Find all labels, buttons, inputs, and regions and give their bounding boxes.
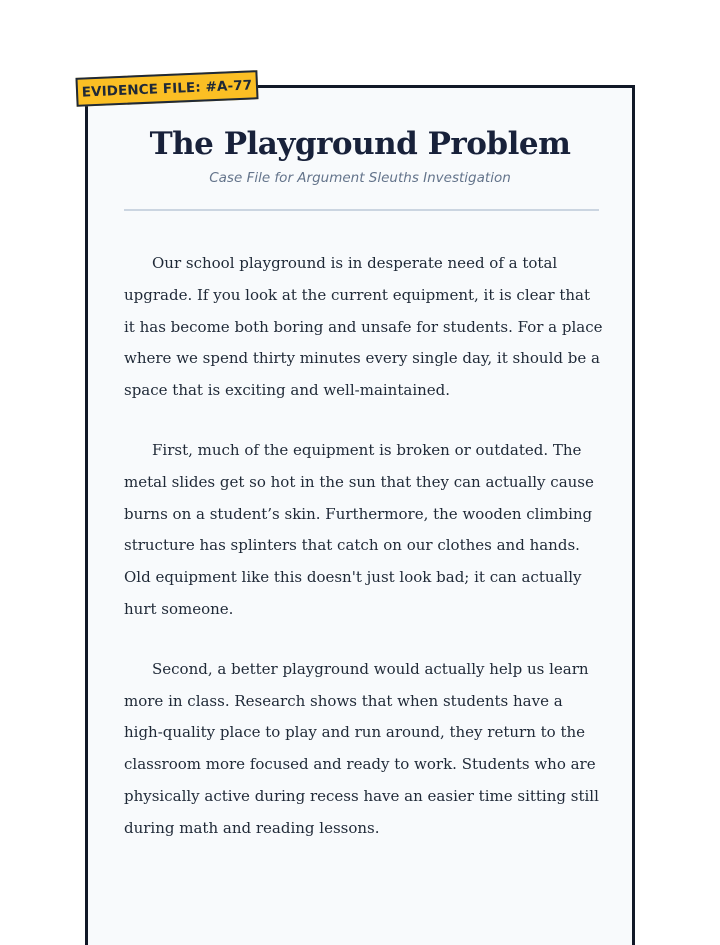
paragraph: First, much of the equipment is broken or outdated. The metal slides get so hot in the sun that they can actually cause burns on a student’s skin. Furthermore, the wooden climbing structure has splinters that catch on our clothes and hands. Old equipment like this doesn't just look bad; it can actually hurt someone. bbox=[124, 440, 594, 618]
case-file-document bbox=[85, 85, 635, 945]
paragraph: Second, a better playground would actually help us learn more in class. Research shows that when students have a high-quality place to play and run around, they return to the classroom more focused and ready to work. Students who are physically active during recess have an easier time sitting still during math and reading lessons. bbox=[124, 659, 599, 837]
document-body bbox=[124, 248, 604, 873]
document-title: The Playground Problem bbox=[149, 126, 571, 162]
evidence-file-label: EVIDENCE FILE: #A-77 bbox=[81, 76, 253, 101]
title-divider bbox=[124, 209, 599, 211]
paragraph: Our school playground is in desperate need of a total upgrade. If you look at the current equipment, it is clear that it has become both boring and unsafe for students. For a place where we spend thirty minutes every single day, it should be a space that is exciting and well-maintained. bbox=[124, 254, 603, 400]
document-subtitle: Case File for Argument Sleuths Investigation bbox=[209, 170, 511, 186]
